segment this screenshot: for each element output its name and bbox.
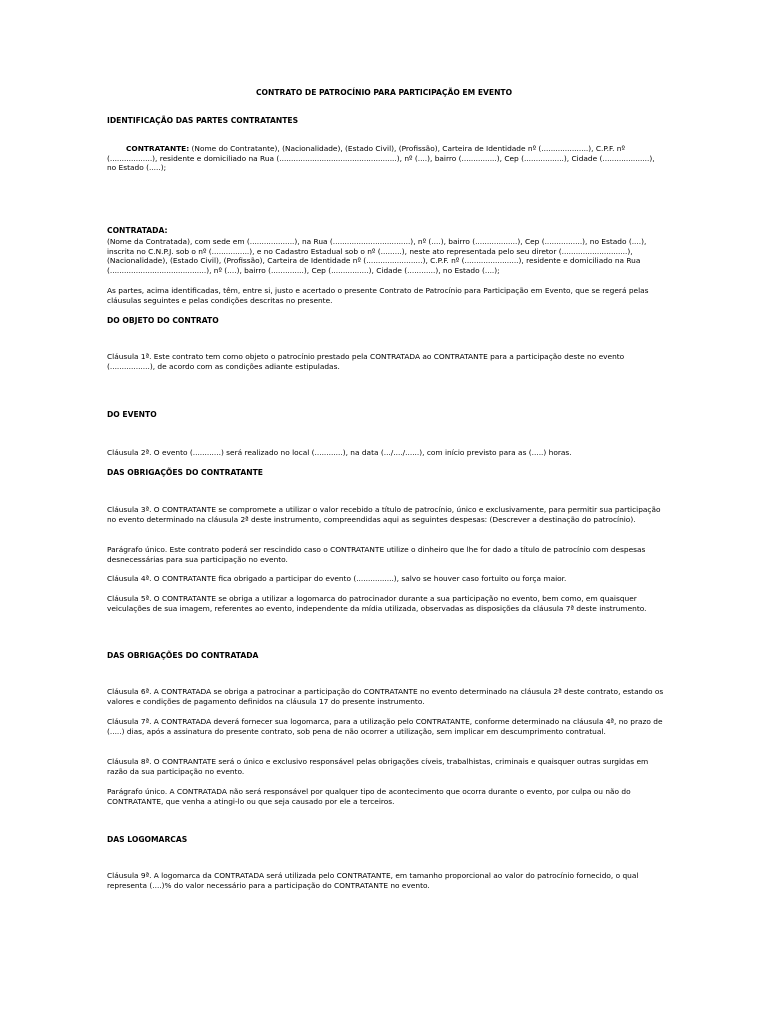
clausula-3: Cláusula 3ª. O CONTRATANTE se compromete a utilizar o valor recebido a título de patrocínio, único e exclusivamente, para permitir sua participação no evento determinado na cláusula 2ª deste instrumento, compreendidas aqui as seguintes despesas: (Descrever a destinação do patrocínio). <box>107 505 661 524</box>
clausula-7: Cláusula 7ª. A CONTRATADA deverá fornecer sua logomarca, para a utilização pelo CONTRATANTE, conforme determinado na cláusula 4ª, no prazo de (.....) dias, após a assinatura do presente contrato, sob pena de não ocorrer a utilização, sem implicar em descumprimento contratual. <box>107 717 663 736</box>
contratante-paragraph <box>107 144 665 173</box>
heading-evento: DO EVENTO <box>107 410 157 419</box>
heading-obrigacoes-contratante: DAS OBRIGAÇÕES DO CONTRATANTE <box>107 468 263 477</box>
heading-objeto: DO OBJETO DO CONTRATO <box>107 316 219 325</box>
clausula-6: Cláusula 6ª. A CONTRATADA se obriga a patrocinar a participação do CONTRATANTE no evento determinado na cláusula 2ª deste contrato, estando os valores e condições de pagamento definidos na cláusula 17 do presente instrumento. <box>107 687 664 706</box>
contratante-text: (Nome do Contratante), (Nacionalidade), (Estado Civil), (Profissão), Carteira de Identidade nº (....................), C.P.F. nº (..................), residente e domiciliado na Rua (..................................................), nº (....), bairro (...............), Cep (.................), Cidade (....................), no Estado (.....); <box>107 144 655 173</box>
contratante-label: CONTRATANTE: <box>126 144 190 153</box>
clausula-2: Cláusula 2ª. O evento (............) será realizado no local (............), na data (.../..../......), com início previsto para as (.....) horas. <box>107 448 572 457</box>
document-title: CONTRATO DE PATROCÍNIO PARA PARTICIPAÇÃO EM EVENTO <box>255 88 513 97</box>
preambulo-paragraph: As partes, acima identificadas, têm, entre si, justo e acertado o presente Contrato de Patrocínio para Participação em Evento, que se regerá pelas cláusulas seguintes e pelas condições descritas no presente. <box>107 286 649 305</box>
paragrafo-unico-contratante: Parágrafo único. Este contrato poderá ser rescindido caso o CONTRATANTE utilize o dinheiro que lhe for dado a título de patrocínio com despesas desnecessárias para sua participação no evento. <box>107 545 646 564</box>
clausula-8: Cláusula 8ª. O CONTRANTATE será o único e exclusivo responsável pelas obrigações cíveis, trabalhistas, criminais e quaisquer outras surgidas em razão da sua participação no evento. <box>107 757 649 776</box>
clausula-4: Cláusula 4ª. O CONTRATANTE fica obrigado a participar do evento (................), salvo se houver caso fortuito ou força maior. <box>107 574 567 583</box>
clausula-5: Cláusula 5ª. O CONTRATANTE se obriga a utilizar a logomarca do patrocinador durante a sua participação no evento, bem como, em quaisquer veiculações de sua imagem, referentes ao evento, independente da mídia utilizada, observadas as disposições da cláusula 7ª deste instrumento. <box>107 594 647 613</box>
heading-obrigacoes-contratada: DAS OBRIGAÇÕES DO CONTRATADA <box>107 651 259 660</box>
clausula-9: Cláusula 9ª. A logomarca da CONTRATADA será utilizada pelo CONTRATANTE, em tamanho proporcional ao valor do patrocínio fornecido, o qual representa (....)% do valor necessário para a participação do CONTRATANTE no evento. <box>107 871 639 890</box>
contratada-label: CONTRATADA: <box>107 226 168 235</box>
contratada-paragraph: (Nome da Contratada), com sede em (...................), na Rua (.................................), nº (....), bairro (..................), Cep (................), no Estado (....), inscrita no C.N.P.J. sob o nº (................), e no Cadastro Estadual sob o nº (.........), neste ato representada pelo seu diretor (............................), (Nacionalidade), (Estado Civil), (Profissão), Carteira de Identidade nº (........................), C.P.F. nº (.......................), residente e domiciliado na Rua (.........................................), nº (....), bairro (..............), Cep (................), Cidade (............), no Estado (....); <box>107 237 647 275</box>
clausula-1: Cláusula 1ª. Este contrato tem como objeto o patrocínio prestado pela CONTRATADA ao CONTRATANTE para a participação deste no evento (.................), de acordo com as condições adiante estipuladas. <box>107 352 625 371</box>
heading-identificacao: IDENTIFICAÇÃO DAS PARTES CONTRATANTES <box>107 116 299 125</box>
heading-logomarcas: DAS LOGOMARCAS <box>107 835 188 844</box>
paragrafo-unico-contratada: Parágrafo único. A CONTRATADA não será responsável por qualquer tipo de acontecimento que ocorra durante o evento, por culpa ou não do CONTRATANTE, que venha a atingi-lo ou que seja causado por ele a terceiros. <box>107 787 631 806</box>
